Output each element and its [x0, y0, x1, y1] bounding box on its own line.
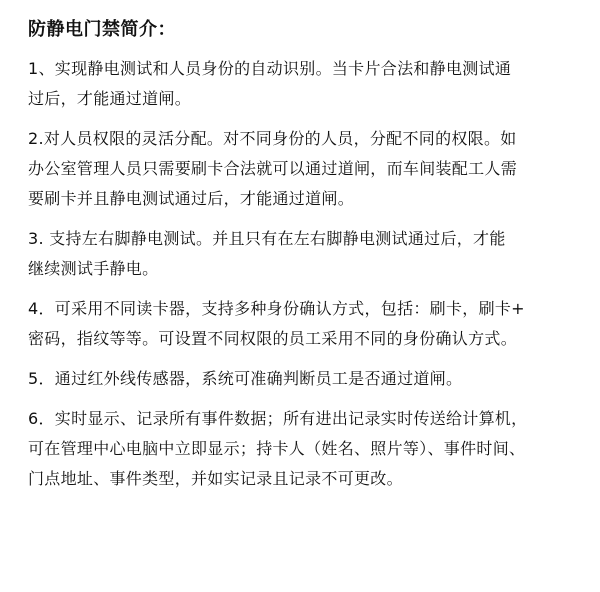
paragraph-line: 2.对人员权限的灵活分配。对不同身份的人员，分配不同的权限。如: [28, 129, 517, 148]
paragraph-gap: [28, 354, 588, 364]
paragraph-line: 办公室管理人员只需要刷卡合法就可以通过道闸，而车间装配工人需: [28, 159, 518, 178]
list-item-6: [28, 404, 588, 494]
paragraph-line: 门点地址、事件类型，并如实记录且记录不可更改。: [28, 469, 403, 488]
document-body: [28, 14, 588, 494]
paragraph-gap: [28, 114, 588, 124]
list-item-2: [28, 124, 588, 214]
paragraph-line: 5．通过红外线传感器，系统可准确判断员工是否通过道闸。: [28, 369, 463, 388]
list-item-5: [28, 364, 588, 394]
paragraph-line: 3. 支持左右脚静电测试。并且只有在左右脚静电测试通过后，才能: [28, 229, 506, 248]
paragraph-line: 继续测试手静电。: [28, 259, 159, 278]
paragraph-line: 可在管理中心电脑中立即显示；持卡人（姓名、照片等）、事件时间、: [28, 439, 526, 458]
paragraph-line: 要刷卡并且静电测试通过后，才能通过道闸。: [28, 189, 355, 208]
document-title: 防静电门禁简介：: [28, 19, 176, 40]
paragraph-gap: [28, 394, 588, 404]
paragraph-line: 6．实时显示、记录所有事件数据；所有进出记录实时传送给计算机，: [28, 409, 528, 428]
paragraph-line: 4．可采用不同读卡器，支持多种身份确认方式，包括：刷卡，刷卡+: [28, 299, 525, 318]
list-item-1: [28, 54, 588, 114]
list-item-3: [28, 224, 588, 284]
paragraph-gap: [28, 284, 588, 294]
paragraph-line: 密码，指纹等等。可设置不同权限的员工采用不同的身份确认方式。: [28, 329, 518, 348]
paragraph-line: 1、实现静电测试和人员身份的自动识别。当卡片合法和静电测试通: [28, 59, 512, 78]
paragraph-gap: [28, 214, 588, 224]
list-item-4: [28, 294, 588, 354]
paragraph-line: 过后，才能通过道闸。: [28, 89, 192, 108]
